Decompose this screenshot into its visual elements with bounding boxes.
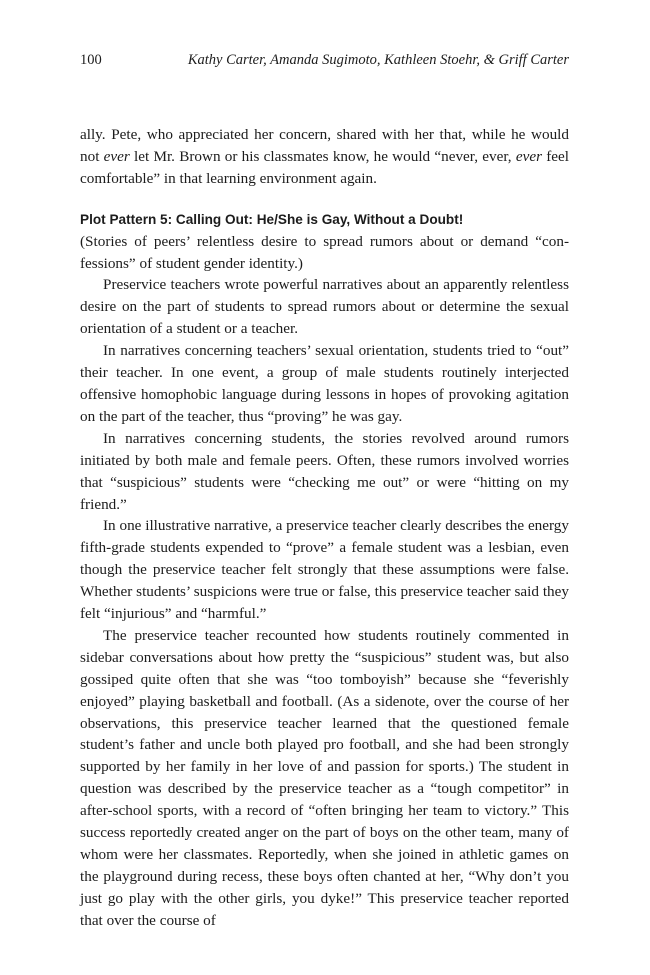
section-subtitle: (Stories of peers’ relentless desire to spread rumors about or demand “confessions” of student gender identity.) [80,232,569,272]
running-head [80,50,569,70]
intro-text-3: feel comfortable” in that learning environment again. [80,147,569,187]
paragraph: In one illustrative narrative, a preservice teacher clearly describes the energy fifth-grade students expended to “prove” a female student was a lesbian, even though the preservice teacher felt strongly that these assumptions were false. Whether students’ suspicions were true or false, this preservice teacher said they felt “injurious” and “harmful.” [80,517,569,623]
running-head-authors: Kathy Carter, Amanda Sugimoto, Kathleen Stoehr, & Griff Carter [187,52,569,68]
intro-paragraph [80,124,569,190]
page-number: 100 [80,52,102,68]
paragraph: The preservice teacher recounted how students routinely commented in sidebar conversations about how pretty the “suspicious” student was, but also gossiped quite often that she was “too tomboyish” because she “feverishly enjoyed” playing basketball and football. (As a sidenote, over the course of her observations, this preservice teacher learned that the questioned female student’s father and uncle both played pro football, and she had been strongly supported by her family in her love of and passion for sports.) The student in question was described by the preservice teacher as a “tough competitor” in after-school sports, with a record of “often bringing her team to victory.” This success reportedly created anger on the part of boys on the other team, many of whom were her classmates. Reportedly, when she joined in athletic games on the playground during recess, these boys often chanted at her, “Why don’t you just go play with the other girls, you dyke!” This preservice teacher reported that over the course of [80,626,569,929]
paragraph: In narratives concerning students, the stories revolved around rumors initiated by both male and female peers. Often, these rumors involved worries that “suspicious” students were “checking me out” or were “hitting on my friend.” [80,429,569,513]
intro-emphasis-2: ever [515,147,542,165]
section-heading: Plot Pattern 5: Calling Out: He/She is Gay, Without a Doubt! [80,211,464,227]
intro-text-2: let Mr. Brown or his classmates know, he would “never, ever, [129,147,516,165]
body-text [80,124,569,932]
book-page [80,50,569,932]
intro-text-1: ally. Pete, who appreciated her concern, shared with her that, while he would not [80,126,569,165]
intro-emphasis-1: ever [103,147,130,165]
paragraph: In narratives concerning teachers’ sexual orientation, students tried to “out” their teacher. In one event, a group of male students routinely interjected offensive homophobic language during lessons in hopes of provoking agitation on the part of the teacher, thus “proving” he was gay. [80,342,569,425]
paragraph: Preservice teachers wrote powerful narratives about an apparently relentless desire on the part of students to spread rumors about or determine the sexual orientation of a student or a teacher. [80,276,569,338]
